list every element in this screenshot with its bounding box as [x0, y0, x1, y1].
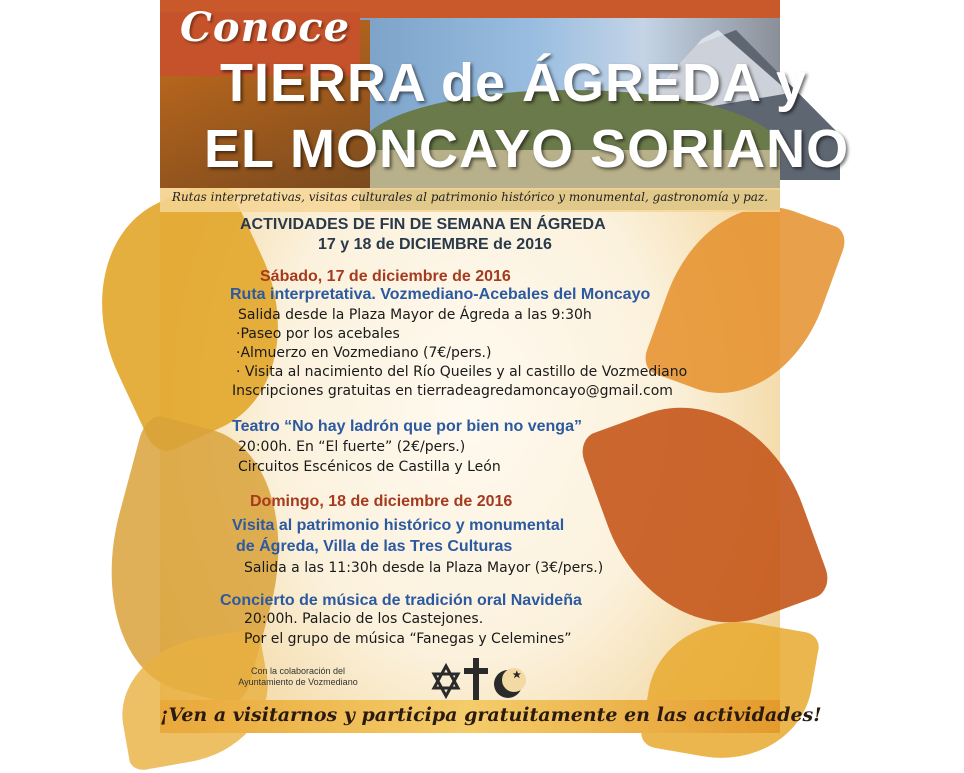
header-photo: [160, 0, 850, 188]
star-of-david-icon: [434, 666, 458, 696]
cross-icon: [464, 658, 488, 702]
route-line: · Visita al nacimiento del Río Queiles y al castillo de Vozmediano: [236, 364, 688, 380]
route-title: Ruta interpretativa. Vozmediano-Acebales del Moncayo: [230, 286, 651, 303]
route-line: ·Paseo por los acebales: [236, 326, 400, 342]
concert-line: 20:00h. Palacio de los Castejones.: [244, 611, 484, 627]
concert-title: Concierto de música de tradición oral Navideña: [220, 592, 582, 609]
theatre-line: Circuitos Escénicos de Castilla y León: [238, 459, 501, 475]
visit-title-line-2: de Ágreda, Villa de las Tres Culturas: [236, 538, 513, 555]
visit-line: Salida a las 11:30h desde la Plaza Mayor (3€/pers.): [244, 560, 604, 576]
crescent-moon-icon: [494, 668, 526, 698]
autumn-leaf-right-bottom: [639, 607, 821, 773]
collaboration-line-1: Con la colaboración del: [250, 666, 346, 676]
activities-dates: 17 y 18 de DICIEMBRE de 2016: [318, 236, 552, 253]
subtitle: Rutas interpretativas, visitas culturales al patrimonio histórico y monumental, gastronomía y paz.: [171, 190, 769, 204]
route-line: Salida desde la Plaza Mayor de Ágreda a las 9:30h: [238, 307, 592, 323]
title-line-1: TIERRA de ÁGREDA y: [220, 53, 808, 113]
poster: [160, 0, 850, 733]
activities-heading: ACTIVIDADES DE FIN DE SEMANA EN ÁGREDA: [240, 216, 606, 233]
theatre-line: 20:00h. En “El fuerte” (2€/pers.): [238, 439, 466, 455]
conoce-label: Conoce: [180, 4, 351, 51]
visit-title-line-1: Visita al patrimonio histórico y monumental: [232, 517, 565, 534]
collaboration-line-2: Ayuntamiento de Vozmediano: [238, 677, 358, 687]
collaboration-note: [218, 666, 378, 688]
concert-line: Por el grupo de música “Fanegas y Celemines”: [244, 631, 572, 647]
footer-slogan: ¡Ven a visitarnos y participa gratuitamente en las actividades!: [160, 704, 822, 726]
route-email-line: Inscripciones gratuitas en tierradeagredamoncayo@gmail.com: [232, 383, 673, 399]
route-line: ·Almuerzo en Vozmediano (7€/pers.): [236, 345, 492, 361]
sunday-heading: Domingo, 18 de diciembre de 2016: [250, 493, 513, 510]
three-cultures-symbols: [428, 656, 528, 706]
theatre-title: Teatro “No hay ladrón que por bien no venga”: [232, 418, 582, 435]
title-line-2: EL MONCAYO SORIANO: [204, 119, 850, 179]
autumn-leaf-right-red: [576, 374, 833, 655]
saturday-heading: Sábado, 17 de diciembre de 2016: [260, 268, 511, 285]
